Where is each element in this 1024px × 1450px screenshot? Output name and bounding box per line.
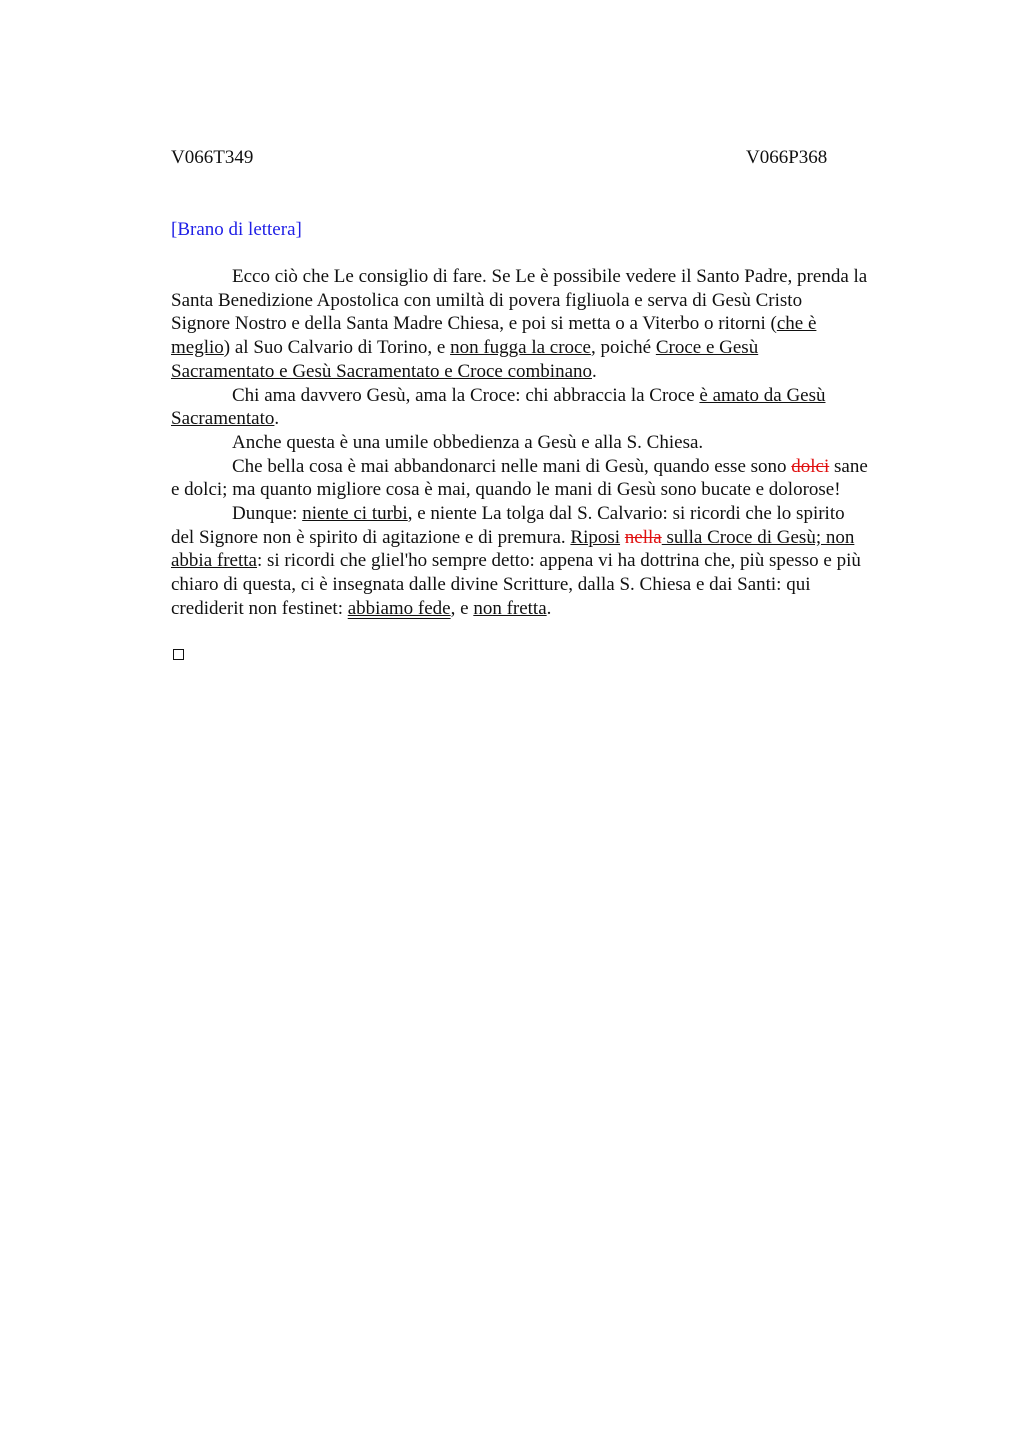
paragraph-2 [171,384,927,431]
underlined-text: non fretta [473,597,547,619]
text-span: Dunque: [232,503,303,525]
text-span: sane [829,455,868,477]
deleted-text: dolci [791,455,830,477]
document-reference-right: V066P368 [746,147,828,168]
paragraph-4 [171,455,927,502]
text-span: Chi ama davvero Gesù, ama la Croce: chi abbraccia la Croce [232,384,700,406]
underlined-text: sulla Croce di Gesù; non [661,526,855,548]
text-span: Che bella cosa è mai abbandonarci nelle mani di Gesù, quando esse sono [232,455,792,477]
text-span: del Signore non è spirito di agitazione e di premura. [171,526,571,548]
text-span: Signore Nostro e della Santa Madre Chiesa, e poi si metta o a Viterbo o ritorni ( [171,313,777,335]
section-heading: [Brano di lettera] [171,219,302,240]
underlined-text: Croce e Gesù [655,337,759,359]
text-span: ) al Suo Calvario di Torino, e [223,337,451,359]
paragraph-3 [171,431,927,455]
text-span: , poiché [590,337,656,359]
text-span: . [546,597,552,619]
deleted-text: nella [624,526,662,548]
underlined-text: abbia fretta [171,550,257,572]
text-line: Santa Benedizione Apostolica con umiltà di povera figliuola e serva di Gesù Cristo [171,289,803,311]
text-span: . [274,408,280,430]
text-line: Anche questa è una umile obbedienza a Gesù e alla S. Chiesa. [232,431,704,453]
text-span: crediderit non festinet: [171,597,348,619]
underlined-text: è amato da Gesù [699,384,826,406]
double-underlined-text: abbiamo fede [347,597,451,619]
underlined-text: meglio [171,337,224,359]
underlined-text: Riposi [570,526,621,548]
underlined-text: non fugga la croce [450,337,591,359]
text-span: , e [450,597,474,619]
underlined-text: che è [776,313,817,335]
document-reference-left: V066T349 [171,147,254,168]
letter-body [171,265,927,621]
text-span: : si ricordi che gliel'ho sempre detto: appena vi ha dottrina che, più spesso e più [256,550,861,572]
underlined-text: Sacramentato [171,408,275,430]
text-line: chiaro di questa, ci è insegnata dalle divine Scritture, dalla S. Chiesa e dai Santi: qui [171,574,811,596]
text-line: Ecco ciò che Le consiglio di fare. Se Le è possibile vedere il Santo Padre, prenda la [232,266,868,287]
text-line: e dolci; ma quanto migliore cosa è mai, quando le mani di Gesù sono bucate e dolorose! [171,479,841,501]
underlined-text: Sacramentato e Gesù Sacramentato e Croce combinano [171,360,592,382]
text-span: . [592,360,597,382]
text-span: , e niente La tolga dal S. Calvario: si ricordi che lo spirito [407,503,845,525]
empty-square-icon [173,649,184,660]
paragraph-5 [171,502,927,621]
underlined-text: niente ci turbi [302,503,408,525]
paragraph-1 [171,265,927,384]
